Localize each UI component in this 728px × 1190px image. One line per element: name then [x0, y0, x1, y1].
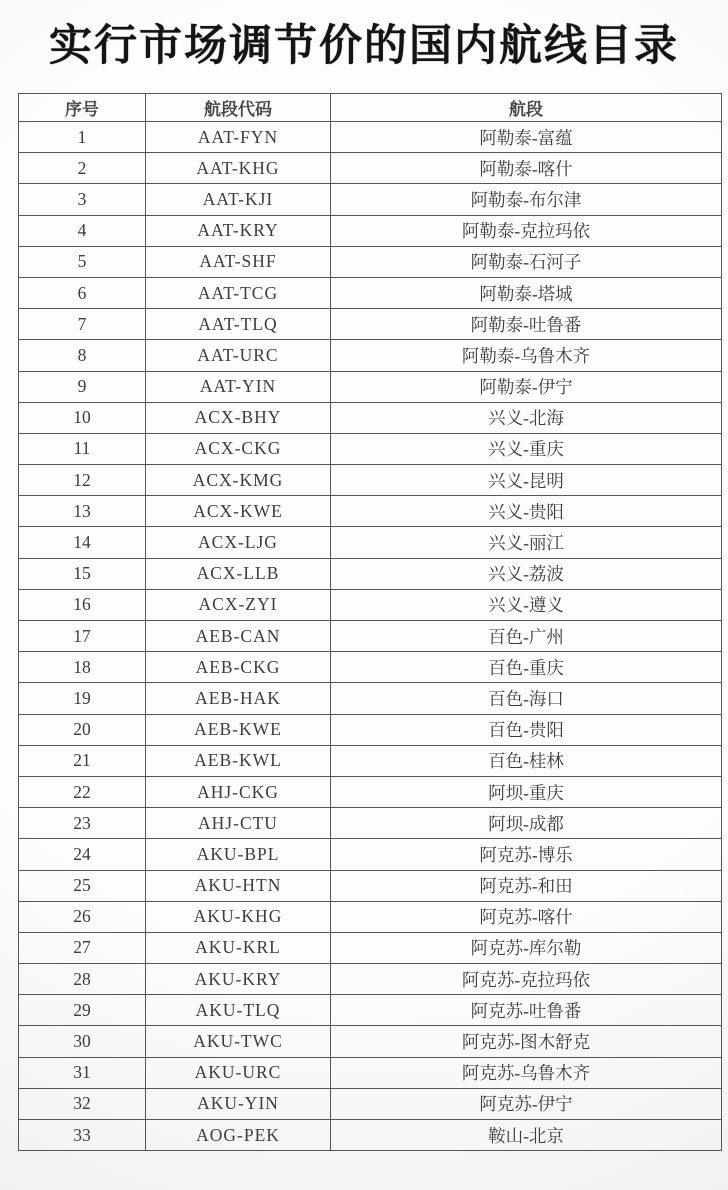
- route-segment: 百色-桂林: [331, 745, 722, 776]
- route-code: AEB-KWE: [146, 714, 331, 745]
- route-index: 5: [19, 246, 146, 277]
- table-row: [19, 309, 722, 340]
- route-segment: 阿勒泰-吐鲁番: [331, 309, 722, 340]
- route-segment: 百色-海口: [331, 683, 722, 714]
- route-segment: 阿克苏-乌鲁木齐: [331, 1057, 722, 1088]
- route-index: 22: [19, 776, 146, 807]
- routes-table: [18, 93, 722, 1151]
- route-code: AKU-BPL: [146, 839, 331, 870]
- table-row: [19, 153, 722, 184]
- table-row: [19, 1057, 722, 1088]
- table-row: [19, 621, 722, 652]
- route-code: AAT-KRY: [146, 215, 331, 246]
- route-code: AKU-YIN: [146, 1088, 331, 1119]
- table-row: [19, 246, 722, 277]
- route-segment: 百色-广州: [331, 621, 722, 652]
- route-code: AHJ-CTU: [146, 808, 331, 839]
- table-row: [19, 901, 722, 932]
- table-row: [19, 1026, 722, 1057]
- route-index: 28: [19, 964, 146, 995]
- route-segment: 阿克苏-图木舒克: [331, 1026, 722, 1057]
- route-code: ACX-LJG: [146, 527, 331, 558]
- route-code: ACX-CKG: [146, 433, 331, 464]
- route-segment: 兴义-北海: [331, 402, 722, 433]
- route-segment: 兴义-丽江: [331, 527, 722, 558]
- route-index: 13: [19, 496, 146, 527]
- table-row: [19, 122, 722, 153]
- route-index: 6: [19, 277, 146, 308]
- route-segment: 阿勒泰-塔城: [331, 277, 722, 308]
- table-row: [19, 558, 722, 589]
- route-code: ACX-KWE: [146, 496, 331, 527]
- table-row: [19, 714, 722, 745]
- table-row: [19, 496, 722, 527]
- table-row: [19, 652, 722, 683]
- table-row: [19, 932, 722, 963]
- route-code: AAT-KHG: [146, 153, 331, 184]
- table-row: [19, 870, 722, 901]
- route-segment: 阿克苏-库尔勒: [331, 932, 722, 963]
- route-code: AOG-PEK: [146, 1120, 331, 1151]
- route-segment: 阿克苏-吐鲁番: [331, 995, 722, 1026]
- table-row: [19, 433, 722, 464]
- route-segment: 阿克苏-克拉玛依: [331, 964, 722, 995]
- table-row: [19, 589, 722, 620]
- route-segment: 阿坝-重庆: [331, 776, 722, 807]
- route-index: 27: [19, 932, 146, 963]
- route-index: 31: [19, 1057, 146, 1088]
- table-row: [19, 1088, 722, 1119]
- route-segment: 阿勒泰-富蕴: [331, 122, 722, 153]
- route-segment: 兴义-贵阳: [331, 496, 722, 527]
- route-index: 23: [19, 808, 146, 839]
- route-code: AAT-TLQ: [146, 309, 331, 340]
- route-segment: 百色-重庆: [331, 652, 722, 683]
- route-index: 1: [19, 122, 146, 153]
- table-row: [19, 371, 722, 402]
- route-segment: 鞍山-北京: [331, 1120, 722, 1151]
- route-index: 32: [19, 1088, 146, 1119]
- route-code: ACX-BHY: [146, 402, 331, 433]
- route-index: 21: [19, 745, 146, 776]
- route-code: ACX-LLB: [146, 558, 331, 589]
- route-index: 4: [19, 215, 146, 246]
- route-code: ACX-KMG: [146, 465, 331, 496]
- route-segment: 阿勒泰-乌鲁木齐: [331, 340, 722, 371]
- route-code: AKU-TLQ: [146, 995, 331, 1026]
- page-title: 实行市场调节价的国内航线目录: [49, 22, 679, 70]
- route-index: 25: [19, 870, 146, 901]
- table-row: [19, 465, 722, 496]
- route-index: 8: [19, 340, 146, 371]
- table-row: [19, 964, 722, 995]
- table-row: [19, 776, 722, 807]
- route-segment: 兴义-荔波: [331, 558, 722, 589]
- column-header-code: 航段代码: [146, 94, 331, 122]
- route-index: 24: [19, 839, 146, 870]
- route-code: AKU-KRL: [146, 932, 331, 963]
- route-index: 18: [19, 652, 146, 683]
- route-code: AKU-TWC: [146, 1026, 331, 1057]
- table-row: [19, 402, 722, 433]
- header-row: [19, 94, 722, 122]
- route-code: AEB-HAK: [146, 683, 331, 714]
- route-segment: 阿勒泰-石河子: [331, 246, 722, 277]
- route-index: 10: [19, 402, 146, 433]
- table-row: [19, 995, 722, 1026]
- route-code: AAT-URC: [146, 340, 331, 371]
- table-body: [19, 122, 722, 1151]
- route-index: 3: [19, 184, 146, 215]
- route-index: 7: [19, 309, 146, 340]
- route-index: 15: [19, 558, 146, 589]
- route-index: 30: [19, 1026, 146, 1057]
- route-code: AKU-HTN: [146, 870, 331, 901]
- column-header-serial: 序号: [19, 94, 146, 122]
- route-code: AAT-SHF: [146, 246, 331, 277]
- route-segment: 阿勒泰-克拉玛依: [331, 215, 722, 246]
- route-code: AKU-KHG: [146, 901, 331, 932]
- route-code: ACX-ZYI: [146, 589, 331, 620]
- route-code: AKU-KRY: [146, 964, 331, 995]
- table-header: [19, 94, 722, 122]
- route-index: 9: [19, 371, 146, 402]
- route-segment: 阿勒泰-伊宁: [331, 371, 722, 402]
- route-segment: 兴义-昆明: [331, 465, 722, 496]
- table-row: [19, 745, 722, 776]
- route-code: AAT-FYN: [146, 122, 331, 153]
- table-row: [19, 1120, 722, 1151]
- table-row: [19, 184, 722, 215]
- table-row: [19, 340, 722, 371]
- route-index: 14: [19, 527, 146, 558]
- route-code: AEB-CKG: [146, 652, 331, 683]
- route-code: AHJ-CKG: [146, 776, 331, 807]
- table-row: [19, 839, 722, 870]
- route-code: AAT-TCG: [146, 277, 331, 308]
- route-index: 11: [19, 433, 146, 464]
- route-index: 26: [19, 901, 146, 932]
- route-index: 33: [19, 1120, 146, 1151]
- route-index: 20: [19, 714, 146, 745]
- route-segment: 百色-贵阳: [331, 714, 722, 745]
- route-segment: 兴义-重庆: [331, 433, 722, 464]
- route-segment: 阿克苏-喀什: [331, 901, 722, 932]
- column-header-segment: 航段: [331, 94, 722, 122]
- table-row: [19, 683, 722, 714]
- table-row: [19, 215, 722, 246]
- route-segment: 阿克苏-和田: [331, 870, 722, 901]
- route-code: AAT-KJI: [146, 184, 331, 215]
- route-index: 17: [19, 621, 146, 652]
- route-code: AEB-CAN: [146, 621, 331, 652]
- route-code: AAT-YIN: [146, 371, 331, 402]
- route-index: 19: [19, 683, 146, 714]
- route-code: AKU-URC: [146, 1057, 331, 1088]
- route-index: 16: [19, 589, 146, 620]
- table-row: [19, 808, 722, 839]
- table-row: [19, 277, 722, 308]
- route-code: AEB-KWL: [146, 745, 331, 776]
- route-index: 12: [19, 465, 146, 496]
- route-segment: 阿克苏-博乐: [331, 839, 722, 870]
- route-index: 2: [19, 153, 146, 184]
- route-segment: 阿克苏-伊宁: [331, 1088, 722, 1119]
- route-segment: 阿坝-成都: [331, 808, 722, 839]
- route-segment: 兴义-遵义: [331, 589, 722, 620]
- route-index: 29: [19, 995, 146, 1026]
- route-segment: 阿勒泰-布尔津: [331, 184, 722, 215]
- route-segment: 阿勒泰-喀什: [331, 153, 722, 184]
- table-row: [19, 527, 722, 558]
